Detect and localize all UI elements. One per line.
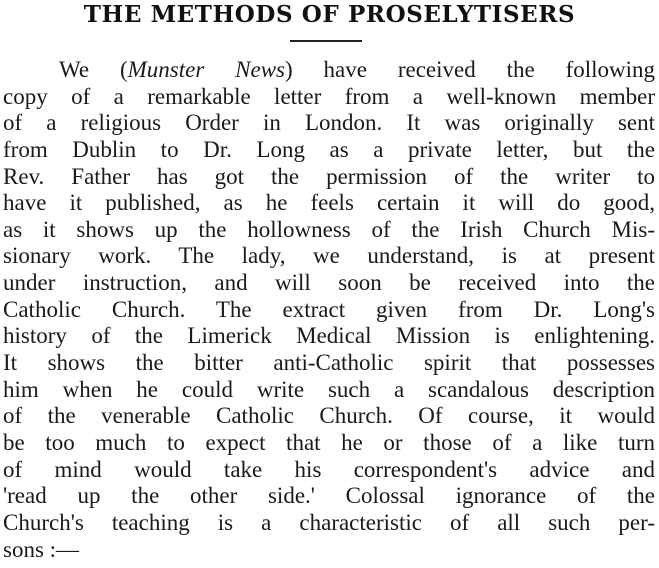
- text-line: be too much to expect that he or those of a like turn: [3, 429, 655, 455]
- publication-name: Munster News: [127, 57, 286, 82]
- article-body: [3, 57, 655, 563]
- text-fragment: We (: [59, 57, 128, 82]
- text-line: history of the Limerick Medical Mission is enlightening.: [3, 323, 655, 349]
- text-line: under instruction, and will soon be received into the: [3, 270, 655, 296]
- text-line: Rev. Father has got the permission of the writer to: [3, 163, 655, 189]
- text-line: have it published, as he feels certain it will do good,: [3, 190, 655, 216]
- text-fragment: ) have received the following: [285, 57, 656, 82]
- text-line: Catholic Church. The extract given from Dr. Long's: [3, 296, 655, 322]
- text-line: copy of a remarkable letter from a well-known member: [3, 83, 655, 109]
- text-line: Church's teaching is a characteristic of all such per-: [3, 509, 655, 535]
- text-line: sionary work. The lady, we understand, is at present: [3, 243, 655, 269]
- text-line: [3, 57, 655, 84]
- text-line: It shows the bitter anti-Catholic spirit that possesses: [3, 350, 655, 376]
- text-line: of the venerable Catholic Church. Of course, it would: [3, 403, 655, 429]
- article-headline: THE METHODS OF PROSELYTISERS: [83, 1, 576, 28]
- headline-divider-rule: [290, 40, 362, 42]
- text-line: from Dublin to Dr. Long as a private letter, but the: [3, 136, 655, 162]
- text-line: him when he could write such a scandalous description: [3, 376, 655, 402]
- text-line: of mind would take his correspondent's advice and: [3, 456, 655, 482]
- text-line: 'read up the other side.' Colossal ignorance of the: [3, 483, 655, 509]
- text-line-last: sons :—: [3, 536, 80, 562]
- text-line: of a religious Order in London. It was originally sent: [3, 110, 655, 136]
- text-line: as it shows up the hollowness of the Irish Church Mis-: [3, 216, 655, 242]
